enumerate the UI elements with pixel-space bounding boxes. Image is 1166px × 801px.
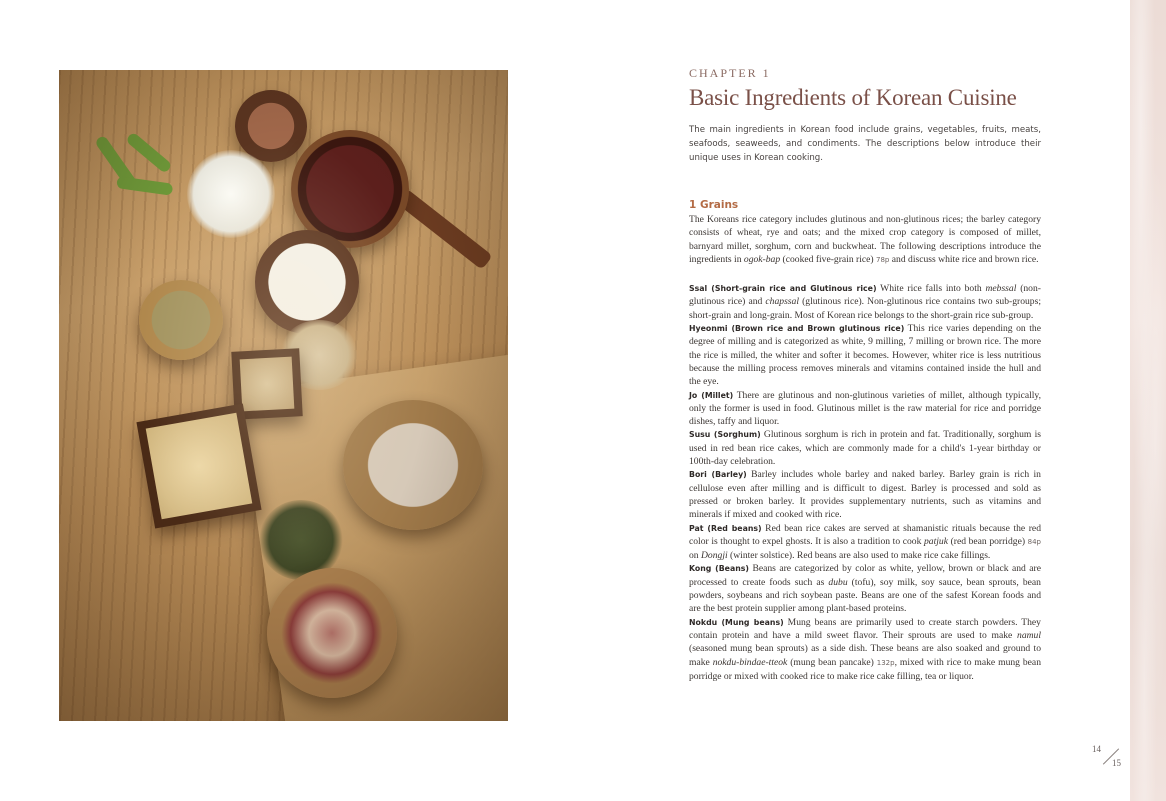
page-number-left: 14 <box>1092 744 1101 754</box>
photo-vignette <box>59 70 508 721</box>
page-reference: 78p <box>876 255 890 264</box>
entry-text: (red bean porridge) <box>947 535 1028 547</box>
entry-text: Red bean rice cakes are served at shamanistic rituals because the red color is thought to expel ghosts. It is also a tradition to cook <box>689 522 1041 547</box>
entry-text: Beans are categorized by color as white, yellow, brown or black and are processed to create foods such as <box>689 563 1041 588</box>
text-column <box>689 66 1041 683</box>
section-body-text: (cooked five-grain rice) <box>780 253 877 265</box>
intro-paragraph: The main ingredients in Korean food include grains, vegetables, fruits, meats, seafoods, seaweeds, and condiments. The descriptions below introduce their unique uses in Korean cooking. <box>689 125 1041 163</box>
entry-bori <box>689 468 1041 521</box>
entry-text: (mung bean pancake) <box>787 656 877 668</box>
section-body-term: ogok-bap <box>743 253 781 265</box>
entry-italic: patjuk <box>923 535 948 547</box>
entry-hyeonmi <box>689 322 1041 388</box>
entry-term: Hyeonmi (Brown rice and Brown glutinous rice) <box>689 324 905 334</box>
page-title: Basic Ingredients of Korean Cuisine <box>689 85 1017 110</box>
entry-text: (glutinous rice). Non-glutinous rice contains two sub-groups; short-grain and long-grain. Most of Korean rice belongs to the short-grain rice sub-group. <box>689 296 1041 321</box>
entry-term: Kong (Beans) <box>689 564 749 574</box>
entry-list <box>689 282 1041 683</box>
section-body-text: The Koreans rice category includes glutinous and non-glutinous rices; the barley category consists of wheat, rye and oats; and the mixed crop category is composed of millet, barnyard millet, sorghum, corn and buckwheat. The following descriptions introduce the ingredients in <box>689 214 1041 265</box>
entry-text: Glutinous sorghum is rich in protein and fat. Traditionally, sorghum is used in red bean rice cakes, which are commonly made for a child's 1-year birthday or 100th-day celebration. <box>689 429 1042 468</box>
decorative-margin-strip <box>1130 0 1166 801</box>
entry-ssal <box>689 282 1041 322</box>
section-body <box>689 213 1041 267</box>
entry-italic: dubu <box>828 576 848 588</box>
entry-term: Nokdu (Mung beans) <box>689 617 784 627</box>
entry-text: There are glutinous and non-glutinous varieties of millet, although typically, only the former is used in food. Glutinous millet is the raw material for rice and porridge dishes, taffy and liquor. <box>689 389 1041 428</box>
section-heading: 1 Grains <box>689 199 739 211</box>
section-body-text: and discuss white rice and brown rice. <box>889 253 1039 265</box>
page-reference: 132p <box>876 658 895 667</box>
page-number-right: 15 <box>1112 758 1121 768</box>
entry-pat <box>689 522 1041 563</box>
entry-nokdu <box>689 616 1041 683</box>
entry-jo <box>689 389 1041 429</box>
entry-text: This rice varies depending on the degree of milling and is categorized as white, 9 milling, 7 milling or brown rice. The more the rice is milled, the whiter and softer it becomes. However, whiter rice is less nutritious because the milling process removes minerals and vitamins contained inside the hull and the eye. <box>689 323 1041 388</box>
entry-text: , mixed with rice to make mung bean porridge or mixed with cooked rice to make rice cake filling, tea or liquor. <box>689 656 1041 682</box>
entry-text: (winter solstice). Red beans are also used to make rice cake fillings. <box>727 550 991 562</box>
grains-photo <box>59 70 508 721</box>
page-numbers <box>1092 744 1126 772</box>
entry-text: Mung beans are primarily used to create starch powders. They contain protein and have a mild sweet flavor. Their sprouts are used to make <box>689 616 1041 641</box>
page-reference: 84p <box>1027 537 1041 546</box>
entry-kong <box>689 562 1041 615</box>
chapter-label: CHAPTER 1 <box>689 66 771 80</box>
entry-susu <box>689 428 1041 468</box>
entry-term: Ssal (Short-grain rice and Glutinous rice) <box>689 284 877 294</box>
entry-text: Barley includes whole barley and naked barley. Barley grain is rich in cellulose even after milling and is difficult to digest. Barley is processed and sold as pressed or broken barley. It provides supplementary nutrients, such as vitamins and minerals if mixed and cooked with rice. <box>689 469 1041 521</box>
entry-italic: mebssal <box>985 283 1017 295</box>
entry-text: on <box>689 550 701 562</box>
entry-italic: nokdu-bindae-tteok <box>712 656 788 668</box>
entry-text: (non-glutinous rice) and <box>689 283 1041 308</box>
entry-italic: Dongji <box>701 550 728 562</box>
entry-text: (tofu), soy milk, soy sauce, bean sprouts, bean powders, soybeans and rich soybean paste. Beans are one of the safest Korean foods and are the best protein supplier among plant-based proteins. <box>689 576 1041 615</box>
entry-text: White rice falls into both <box>876 283 986 295</box>
entry-term: Jo (Millet) <box>689 390 734 400</box>
entry-italic: namul <box>1017 629 1041 641</box>
entry-italic: chapssal <box>765 296 799 308</box>
entry-text: (seasoned mung bean sprouts) as a side dish. These beans are also soaked and ground to make <box>689 643 1041 668</box>
entry-term: Pat (Red beans) <box>689 523 762 533</box>
entry-term: Susu (Sorghum) <box>689 430 761 440</box>
entry-term: Bori (Barley) <box>689 470 747 480</box>
